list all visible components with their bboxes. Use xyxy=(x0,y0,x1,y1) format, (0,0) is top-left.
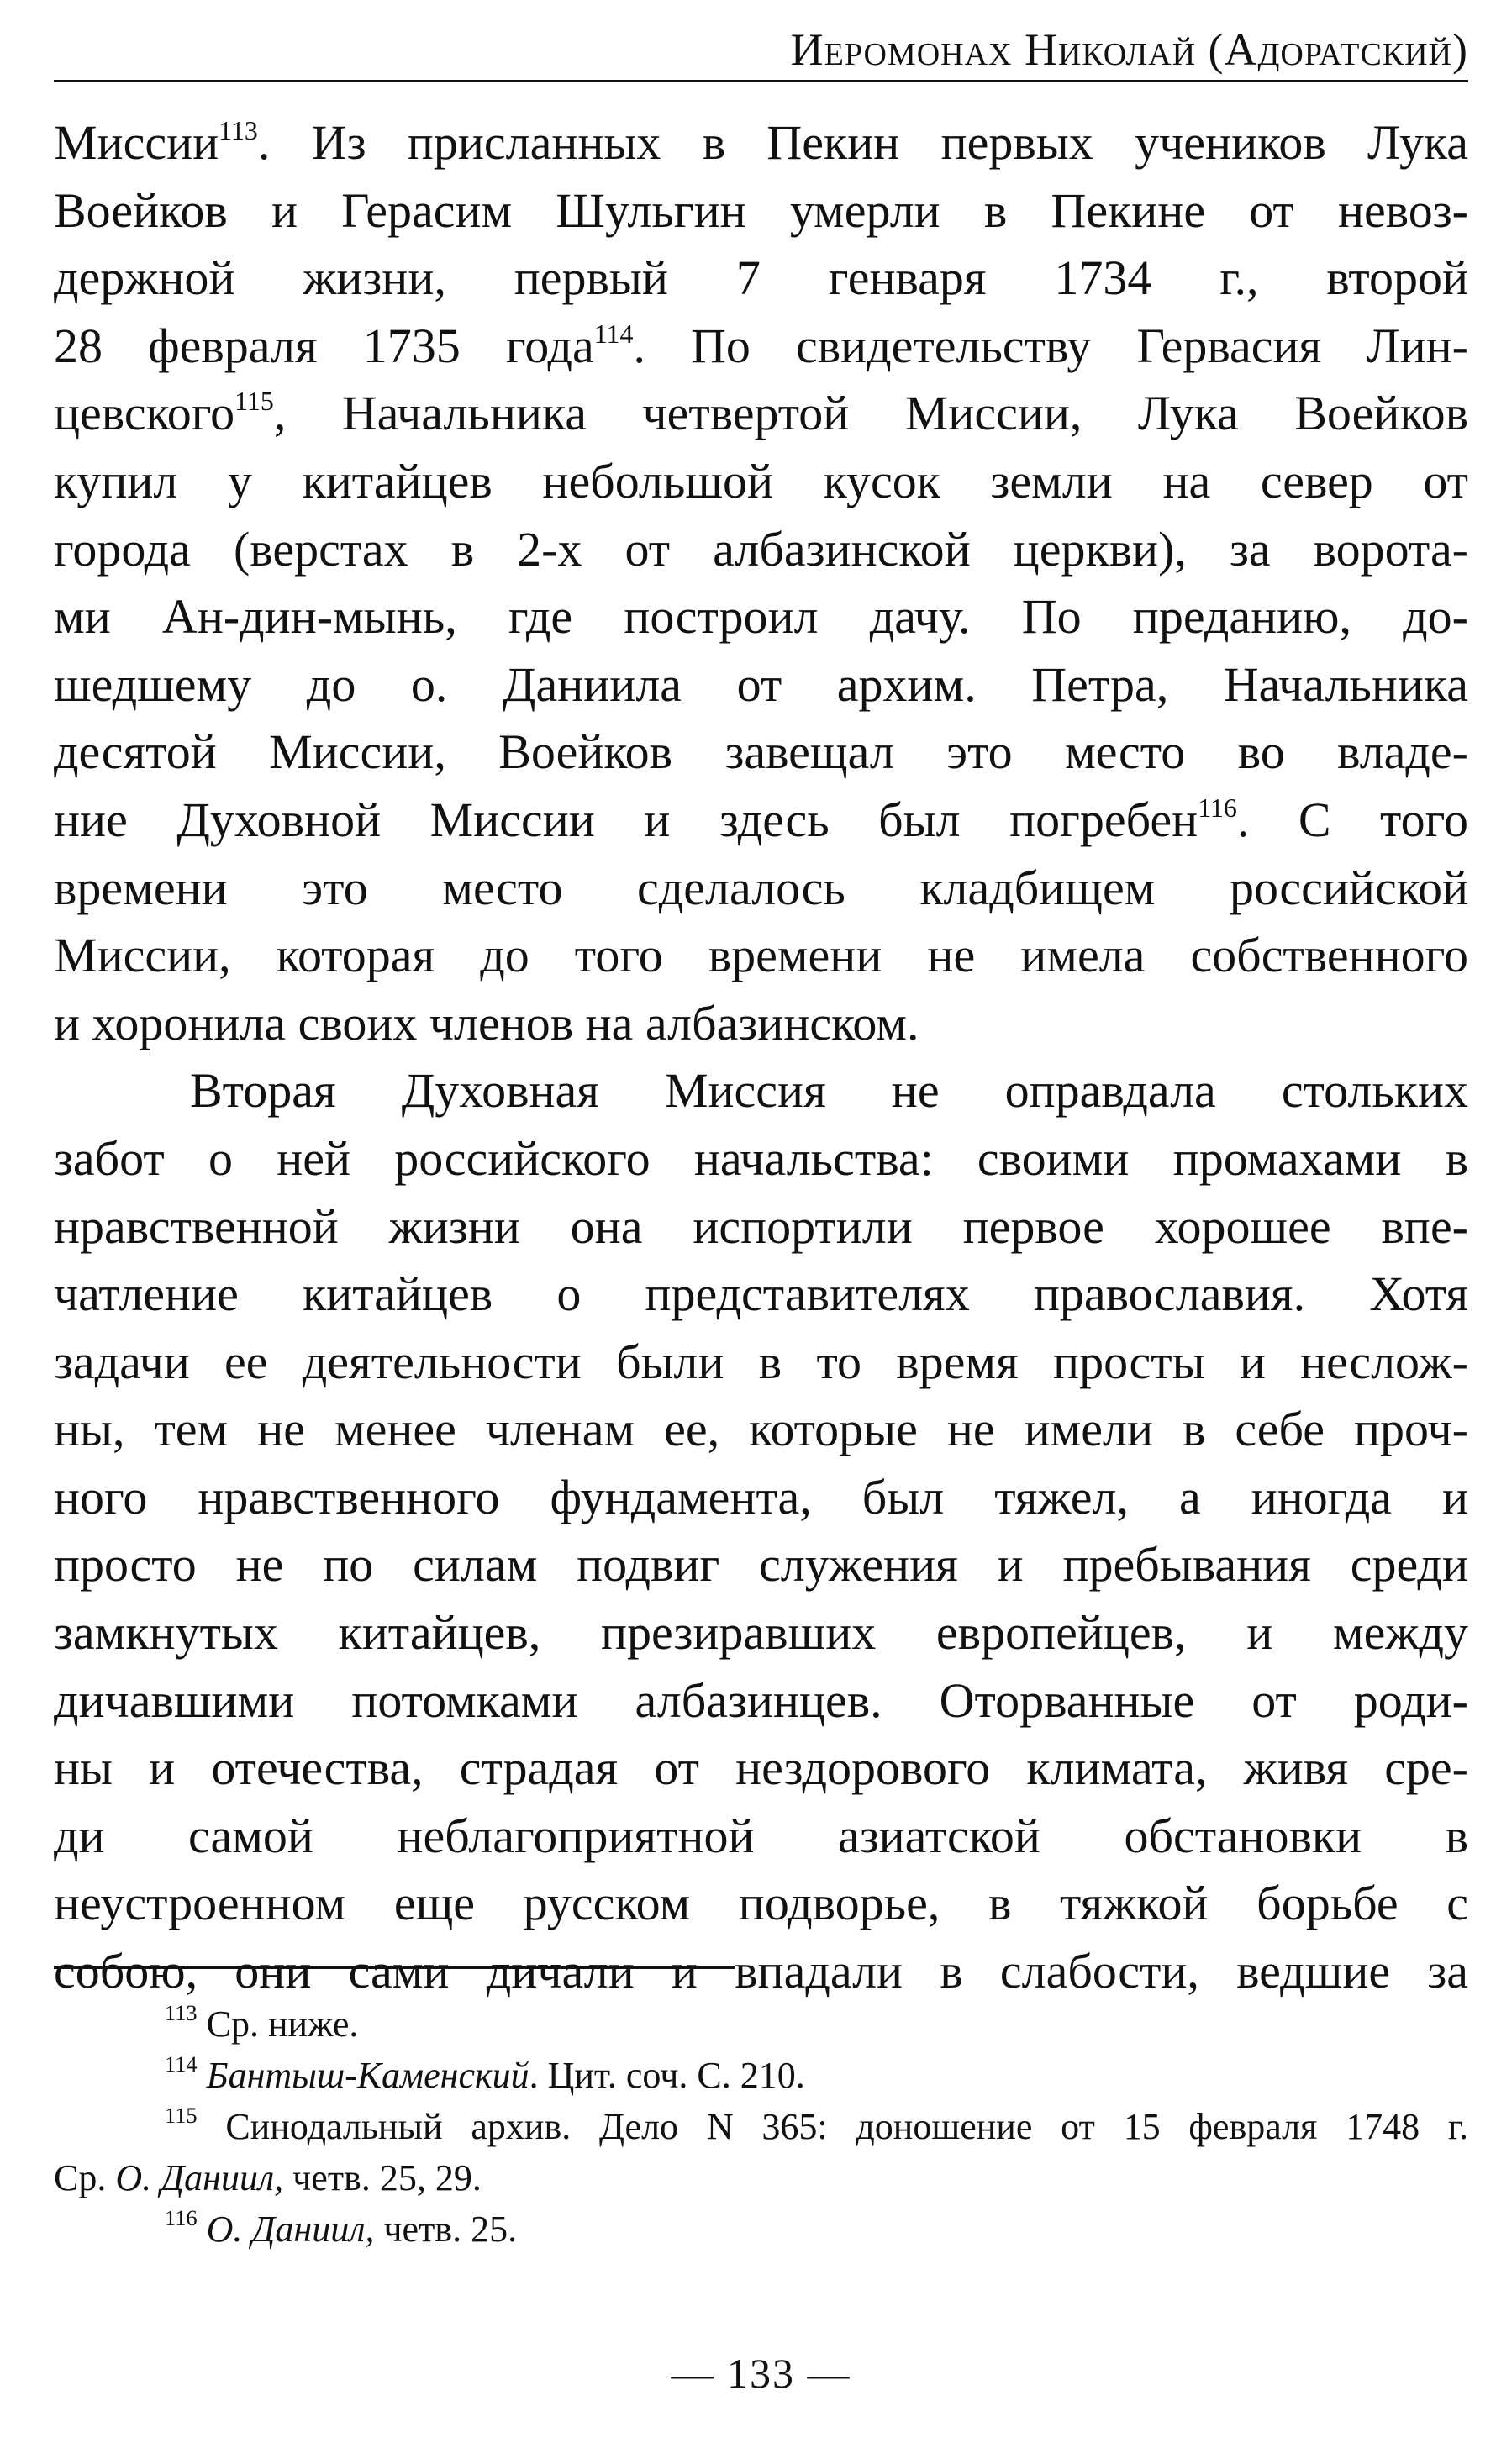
footnote-115: $^{115}$ Синодальный архив. Дело N 365: доношение от 15 февраля 1748 г. xyxy=(165,2103,1468,2147)
text-line: ние Духовной Миссии и здесь был погребен$^{116}$. С того xyxy=(54,792,1468,847)
text-line: шедшему до о. Даниила от архим. Петра, Начальника xyxy=(54,656,1468,712)
footnote-ref-114: 114 xyxy=(593,319,634,349)
text-line: 28 февраля 1735 года$^{114}$. По свидетельству Гервасия Лин- xyxy=(54,318,1468,373)
text-line: собою, они сами дичали и впадали в слабости, ведшие за xyxy=(54,1944,1468,1999)
text-line: держной жизни, первый 7 генваря 1734 г., второй xyxy=(54,250,1468,306)
footnotes xyxy=(54,1998,1468,2255)
footnote-ref-116: 116 xyxy=(1198,792,1237,823)
text-line: времени это место сделалось кладбищем российской xyxy=(54,860,1468,915)
text-line: просто не по силам подвиг служения и пребывания среди xyxy=(54,1537,1468,1593)
header-rule xyxy=(54,80,1468,82)
footnote-113: $^{113}$ Ср. ниже. xyxy=(165,2000,359,2045)
footnote-rule xyxy=(54,1966,735,1969)
text-line: забот о ней российского начальства: своими промахами в xyxy=(54,1130,1468,1186)
footnote-115-continued: Ср. О. Даниил, четв. 25, 29. xyxy=(54,2157,482,2198)
footnote-ref-113: 113 xyxy=(219,116,258,146)
text-line: ны, тем не менее членам ее, которые не имели в себе проч- xyxy=(54,1402,1468,1457)
text-line: ны и отечества, страдая от нездорового климата, живя сре- xyxy=(54,1740,1468,1796)
text-line: задачи ее деятельности были в то время просты и неслож- xyxy=(54,1334,1468,1389)
text-line: Миссии, которая до того времени не имела собственного xyxy=(54,928,1468,983)
book-page xyxy=(54,0,1468,2464)
footnote-114: $^{114}$ Бантыш-Каменский. Цит. соч. С. 210. xyxy=(165,2051,805,2096)
page-number: — 133 — xyxy=(671,2350,851,2397)
text-line-paragraph-start: Вторая Духовная Миссия не оправдала стольких xyxy=(190,1063,1468,1119)
text-line: чатление китайцев о представителях православия. Хотя xyxy=(54,1266,1468,1322)
footnote-ref-115: 115 xyxy=(234,387,274,417)
text-line: города (верстах в 2-х от албазинской церкви), за ворота- xyxy=(54,521,1468,577)
text-line: нравственной жизни она испортили первое хорошее впе- xyxy=(54,1198,1468,1254)
text-line: купил у китайцев небольшой кусок земли на север от xyxy=(54,453,1468,508)
text-line: ди самой неблагоприятной азиатской обстановки в xyxy=(54,1808,1468,1863)
text-line-paragraph-end: и хоронила своих членов на албазинском. xyxy=(54,995,919,1050)
text-line: десятой Миссии, Воейков завещал это место во владе- xyxy=(54,724,1468,780)
text-line: ми Ан-дин-мынь, где построил дачу. По преданию, до- xyxy=(54,589,1468,645)
text-line: Миссии$^{113}$. Из присланных в Пекин первых учеников Лука xyxy=(54,115,1468,170)
text-line: дичавшими потомками албазинцев. Оторванные от роди- xyxy=(54,1672,1468,1728)
text-line: неустроенном еще русском подворье, в тяжкой борьбе с xyxy=(54,1876,1468,1931)
text-line: Воейков и Герасим Шульгин умерли в Пекине от невоз- xyxy=(54,182,1468,238)
body-text xyxy=(54,109,1468,2006)
text-line: цевского$^{115}$, Начальника четвертой Миссии, Лука Воейков xyxy=(54,386,1468,441)
text-line: ного нравственного фундамента, был тяжел, а иногда и xyxy=(54,1469,1468,1524)
footnote-116: $^{116}$ О. Даниил, четв. 25. xyxy=(165,2205,518,2250)
text-line: замкнутых китайцев, презиравших европейцев, и между xyxy=(54,1605,1468,1661)
running-head: Иеромонах Николай (Адоратский) xyxy=(790,24,1468,75)
